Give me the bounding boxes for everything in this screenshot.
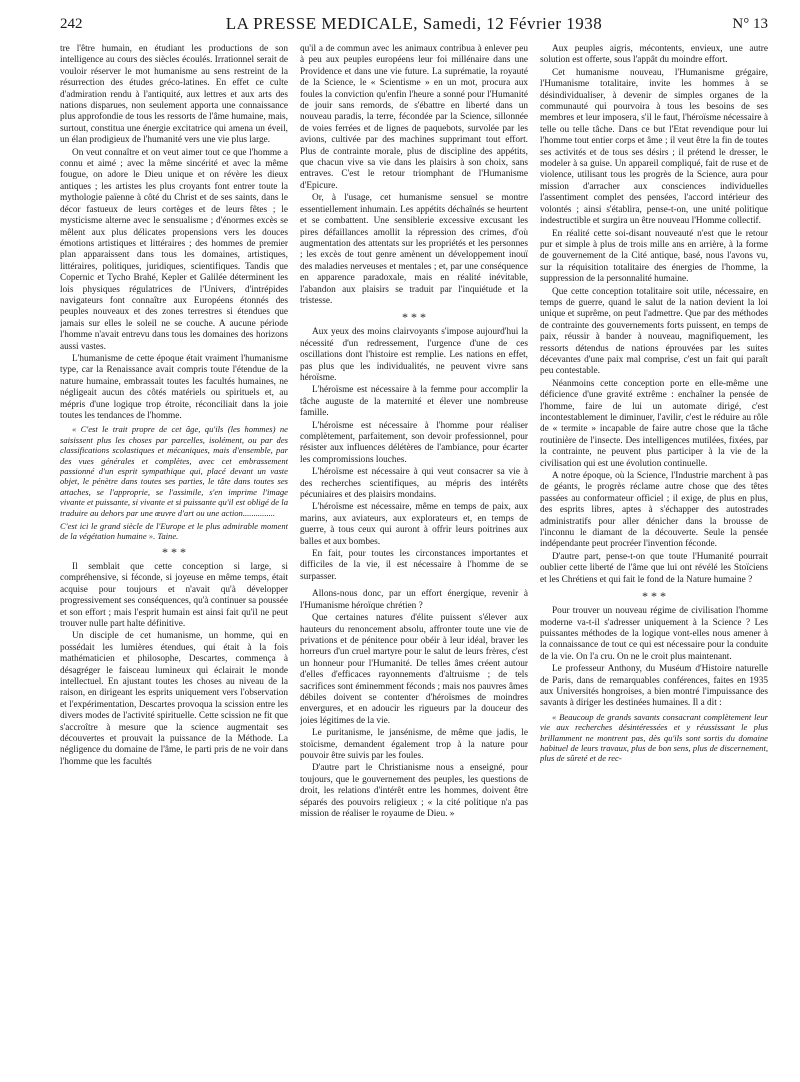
paragraph: Le professeur Anthony, du Muséum d'Histoire naturelle de Paris, dans de remarquables conférences, faites en 1935 aux Universités hongroises, a bien montré l'impuissance des savants à diriger les destinées humaines. Il a dit : [540,664,768,709]
paragraph: Allons-nous donc, par un effort énergique, revenir à l'Humanisme héroïque chrétien ? [300,589,528,611]
paragraph: Le puritanisme, le jansénisme, de même que jadis, le stoïcisme, demandent également trop à la nature pour pouvoir être suivis par les foules. [300,728,528,761]
paragraph: Que cette conception totalitaire soit utile, nécessaire, en temps de guerre, quand le salut de la nation devient la loi unique et suprême, on peut l'admettre. Que par des méthodes de contrainte des gouvernements forts puissent, en temps de paix, réussir à bander à nouveau, magnifiquement, les ressorts détendus de nations éprouvées par les suites décevantes d'une paix mal comprise, c'est un fait qui paraît peu contestable. [540,286,768,377]
column-1 [60,44,288,1072]
paragraph: Cet humanisme nouveau, l'Humanisme grégaire, l'Humanisme totalitaire, invite les hommes à se désindividualiser, à devenir de simples organes de la communauté qui pourvoira à tous les besoins de ses membres et leur imposera, s'il le faut, l'héroïsme nécessaire à telle ou telle tâche. Dans ce but l'Etat revendique pour lui l'homme tout entier corps et âme ; il veut être la fin de toutes ses activités et de tous ses désirs ; il prétend le dresser, le modeler à sa guise. Un appareil compliqué, fait de ruse et de violence, utilisant tous les progrès de la Science, aura pour mission d'arracher aux consciences individuelles l'assentiment complet des pensées, l'accord intérieur des volontés ; ainsi s'établira, pense-t-on, une unité politique indestructible et surgira un être nouveau l'Homme collectif. [540,67,768,227]
column-2 [300,44,528,1072]
journal-title: LA PRESSE MEDICALE, Samedi, 12 Février 1938 [225,14,603,33]
quote-attribution: C'est ici le grand siècle de l'Europe et le plus admirable moment de la végétation humaine ». Taine. [60,521,288,542]
section-separator [300,310,528,325]
separator-stars: * * * [162,544,186,559]
separator-stars: * * * [402,310,426,325]
paragraph: Or, à l'usage, cet humanisme sensuel se montre essentiellement inhumain. Les appétits déchaînés se heurtent et se combattent. Une sensiblerie excessive excusant les pires défaillances amollit la répression des crimes, d'où augmentation des attentats sur les propriétés et les personnes ; les excès de tout genre amènent un développement inouï des maladies nerveuses et mentales ; et, par une conséquence en apparence paradoxale, mais en réalité inévitable, l'abandon aux plaisirs se traduit par l'inquiétude et la tristesse. [300,193,528,306]
column-3 [540,44,768,1072]
paragraph: A notre époque, où la Science, l'Industrie marchent à pas de géants, le progrès réclame autre chose que des têtes passées au conformateur officiel ; il exige, de plus en plus, des esprits libres, aptes à s'échapper des autostrades administratifs pour aller dénicher dans la brousse de l'inconnu le diamant de la découverte. Seule la pensée indépendante peut procréer l'invention féconde. [540,471,768,550]
page-number: 242 [60,16,83,32]
paragraph: Que certaines natures d'élite puissent s'élever aux hauteurs du renoncement absolu, affronter toute une vie de privations et de pénitence pour obéir à leur idéal, braver les horreurs d'un cruel martyre pour le salut de leurs frères, c'est un honneur pour l'Humanité. De telles âmes créent autour d'elles d'efficaces rayonnements d'altruisme ; de tels sacrifices sont éminemment féconds ; mais nos pauvres âmes débiles doivent se contenter d'héroïsmes de moindres envergures, et en adoucir les rigueurs par la douceur des joies légitimes de la vie. [300,613,528,726]
paragraph: L'héroïsme est nécessaire à la femme pour accomplir la tâche auguste de la maternité et élever une nombreuse famille. [300,385,528,419]
issue-number: N° 13 [732,16,768,32]
paragraph: Aux yeux des moins clairvoyants s'impose aujourd'hui la nécessité d'un redressement, l'urgence d'une de ces oscillations dont l'histoire est remplie. Les nations en effet, pas plus que les individualités, ne peuvent vivre sans héroïsme. [300,327,528,383]
paragraph: L'héroïsme est nécessaire à l'homme pour réaliser complètement, parfaitement, son devoir professionnel, pour résister aux influences délétères de l'ambiance, pour écarter les compromissions louches. [300,420,528,465]
paragraph: Pour trouver un nouveau régime de civilisation l'homme moderne va-t-il s'adresser uniquement à la Science ? Les puissantes méthodes de la logique vont-elles nous amener à la connaissance de tout ce qui est nécessaire pour la conduite de la vie. On l'a cru. On ne le croit plus maintenant. [540,606,768,662]
paragraph: qu'il a de commun avec les animaux contribua à enlever peu à peu aux peuples européens leur foi millénaire dans une Providence et dans une vie future. La suprématie, la royauté de la Science, le « Scientisme » en un mot, procura aux foules la conviction qu'enfin l'heure a sonné pour l'Humanité de jouir sans remords, de s'ébattre en liberté dans un nouveau paradis, la terre, fécondée par la Science, sillonnée de voies ferrées et de lignes de paquebots, survolée par les avions, cultivée par des machines supprimant tout effort. Plus de contrainte morale, plus de discipline des appétits, que chacun vive sa vie dans les plaisirs à son choix, sans entraves. C'est le retour triomphant de l'Humanisme d'Epicure. [300,44,528,191]
section-separator [60,544,288,559]
paragraph: En réalité cette soi-disant nouveauté n'est que le retour pur et simple à plus de trois mille ans en arrière, à la forme de gouvernement de la Cité antique, basé, nous l'avons vu, sur la réquisition totalitaire des énergies de l'homme, la suppression de la personnalité humaine. [540,228,768,285]
paragraph: tre l'être humain, en étudiant les productions de son intelligence au cours des siècles écoulés. Irrationnel serait de vouloir réserver le mot humanisme au sens restreint de la résurrection des études gréco-latines. En effet ce culte d'admiration rendu à l'antiquité, aux lettres et aux arts des nations disparues, non seulement apporta une connaissance plus approfondie de tous les ressorts de l'âme humaine, mais, surtout, constitua une énergie excitatrice qui amena un éveil, un élan prodigieux de l'humanité vers une vie plus large. [60,44,288,146]
paragraph: Un disciple de cet humanisme, un homme, qui en possédait les lumières étendues, qui était à la fois mathématicien et philosophe, Descartes, commença à désagréger le faisceau lumineux qui éclairait le monde intellectuel. En ajustant toutes les choses au niveau de la raison, en dirigeant les esprits uniquement vers l'observation et l'expérimentation, Descartes provoqua la scission entre les divers modes de l'activité spirituelle. Cette scission ne fit que s'accroître à mesure que la science augmentait ses découvertes et prouvait la puissance de la Méthode. La négligence du domaine de l'âme, le parti pris de ne voir dans l'homme que les facultés [60,631,288,767]
anthony-quote: « Beaucoup de grands savants consacrant complètement leur vie aux recherches désintéressées et y réussissant le plus brillamment ne montrent pas, dès qu'ils sont sortis du domaine habituel de leurs travaux, plus de bon sens, plus de discernement, plus de sûreté et de rec- [540,711,768,764]
page-header [60,14,768,40]
taine-quote: « C'est le trait propre de cet âge, qu'ils (les hommes) ne saisissent plus les choses par parcelles, isolément, ou par des classifications scolastiques et mécaniques, mais d'ensemble, par des vues générales et complètes, avec cet embrassement passionné d'un esprit sympathique qui, placé devant un vaste objet, le pénètre dans toutes ses parties, le tâte dans toutes ses attaches, se l'approprie, se l'assimile, s'en imprime l'image vivante et puissante, si vivante et si puissante qu'il est obligé de la traduire au dehors par une œuvre d'art ou une action............... [60,424,288,518]
paragraph: L'humanisme de cette époque était vraiment l'humanisme type, car la Renaissance avait compris toute l'étendue de la nature humaine, embrassait toutes les facultés humaines, ne négligeait aucun des côtés matériels ou spirituels et, au mépris d'une logique trop étroite, réconciliait dans la joie toutes les tendances de l'homme. [60,353,288,421]
paragraph: En fait, pour toutes les circonstances importantes et difficiles de la vie, il est nécessaire à l'homme de se surpasser. [300,549,528,582]
paragraph: D'autre part, pense-t-on que toute l'Humanité pourrait oublier cette liberté de l'âme que lui ont révélé les Stoïciens et les Chrétiens et qui fait le fond de la Nature humaine ? [540,551,768,585]
paragraph: Néanmoins cette conception porte en elle-même une déficience d'une gravité extrême : enchaîner la pensée de l'homme, faire de lui un automate dirigé, c'est incontestablement le diminuer, l'avilir, c'est le réduire au rôle de « termite » incapable de faire autre chose que la tâche routinière de l'insecte. Des intelligences mutilées, fixées, par la contrainte, ne peuvent plus participer à la vie de la civilisation qui est une évolution continuelle. [540,378,768,469]
article-body [60,44,768,1072]
paragraph: On veut connaître et on veut aimer tout ce que l'homme a connu et aimé ; avec la même sincérité et avec la même fougue, on adore le Dieu unique et on révère les dieux antiques ; les artistes les plus croyants font entrer toute la mythologie païenne à côté du Christ et de ses saints, dans le décor fastueux de leurs cortèges et de leurs fêtes ; le mysticisme alterne avec le sensualisme ; d'énormes excès se mêlent aux plus délicates propensions vers les douces émotions artistiques et littéraires ; des hommes de premier plan apparaissent dans tous les domaines, artistiques, littéraires, politiques, juridiques, scientifiques. Tandis que Copernic et Tycho Brahé, Kepler et Galilée déterminent les lois physiques régulatrices de l'Univers, d'intrépides navigateurs font connaître aux Européens étonnés des peuples nouveaux et des zones terrestres si étendues que jamais sur elles le soleil ne se couche. A aucune période l'homme n'avait entrevu dans tous les domaines des horizons aussi vastes. [60,147,288,352]
paragraph: L'héroïsme est nécessaire, même en temps de paix, aux marins, aux aviateurs, aux explorateurs et, en temps de guerre, à tous ceux qui auront à offrir leurs poitrines aux balles et aux bombes. [300,502,528,547]
section-separator [540,589,768,604]
paragraph: Il semblait que cette conception si large, si compréhensive, si féconde, si joyeuse en même temps, était acquise pour toujours et n'avait qu'à développer progressivement ses conséquences, qu'à continuer sa poussée et son effort ; mais l'esprit humain est ainsi fait qu'il ne peut trouver nulle part halte définitive. [60,561,288,629]
paragraph: D'autre part le Christianisme nous a enseigné, pour toujours, que le gouvernement des peuples, les questions de droit, les relations d'intérêt entre les hommes, doivent être séparés des pouvoirs religieux ; « la cité politique n'a pas mission de réaliser le royaume de Dieu. » [300,763,528,819]
paragraph: L'héroïsme est nécessaire à qui veut consacrer sa vie à des recherches scientifiques, au mépris des intérêts pécuniaires et des plaisirs mondains. [300,467,528,501]
separator-stars: * * * [642,589,666,604]
paragraph: Aux peuples aigris, mécontents, envieux, une autre solution est offerte, sous l'appât du moindre effort. [540,44,768,66]
